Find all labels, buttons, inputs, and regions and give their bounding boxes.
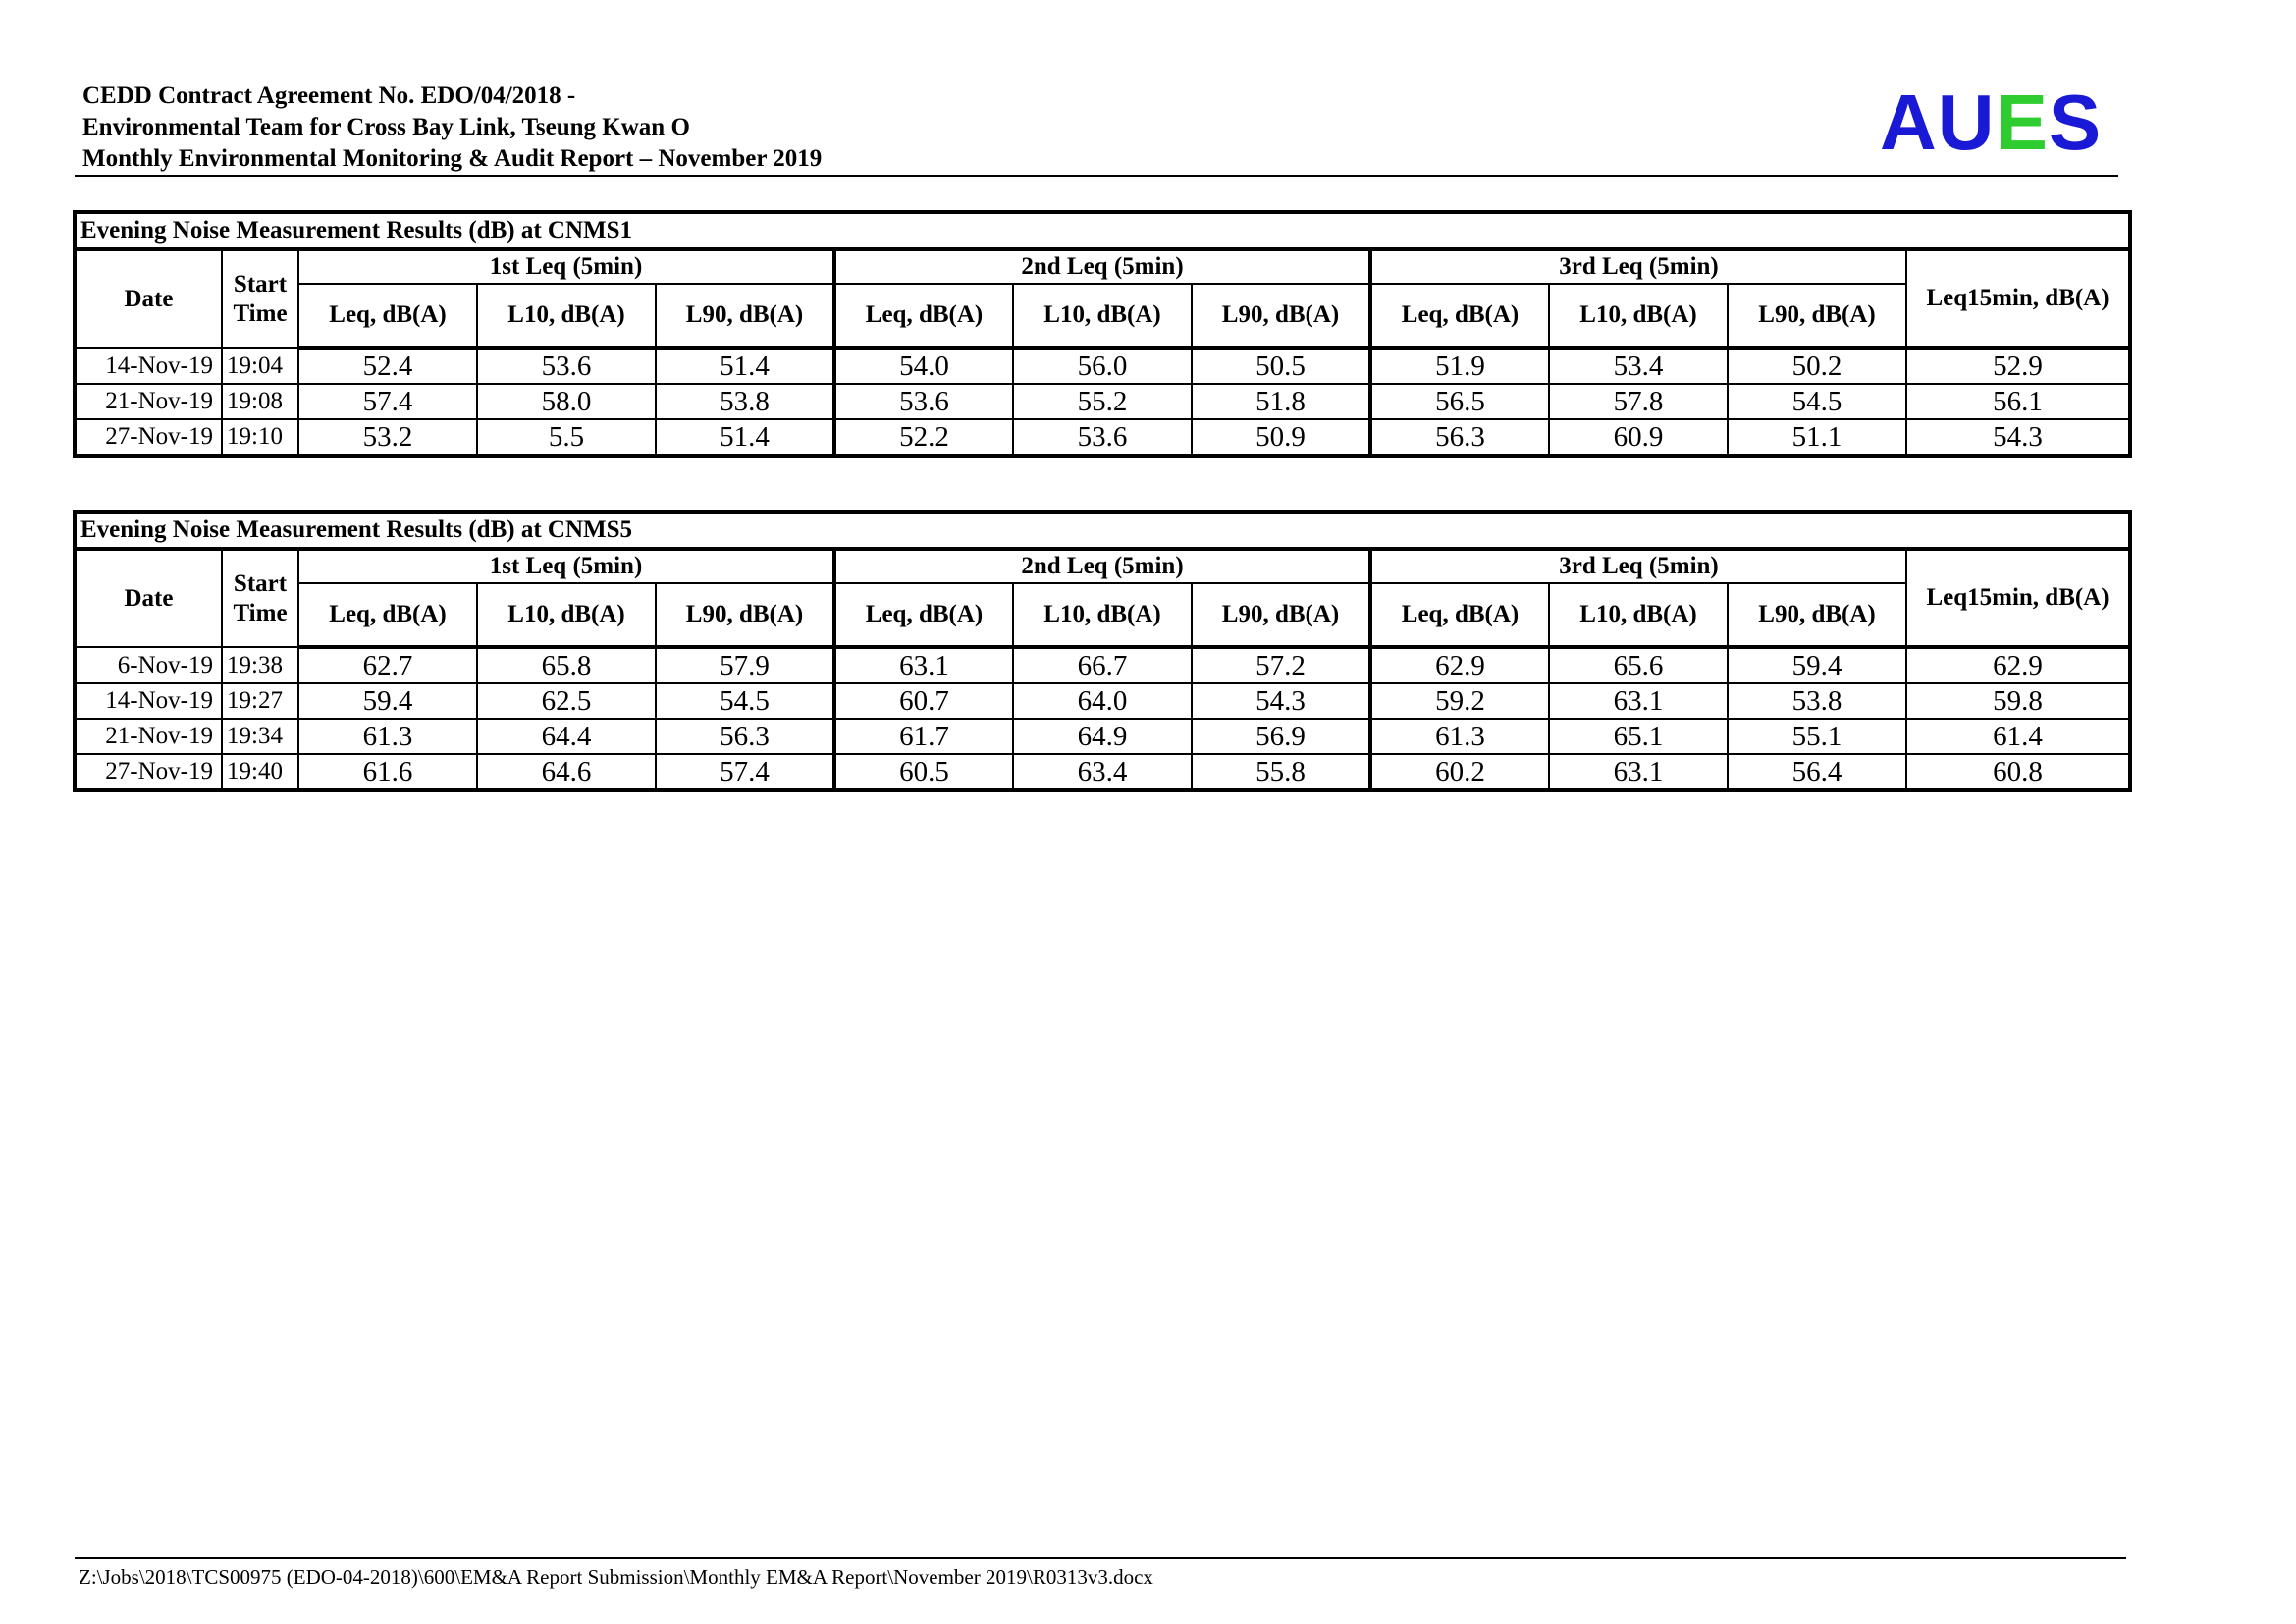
- value-cell: 64.4: [477, 719, 656, 754]
- column-group-1st-leq: 1st Leq (5min): [298, 249, 834, 284]
- column-group-2nd-leq: 2nd Leq (5min): [834, 549, 1370, 583]
- value-cell: 53.6: [1013, 419, 1192, 456]
- column-header-date: Date: [75, 549, 222, 647]
- leq15min-cell: 56.1: [1906, 384, 2130, 419]
- value-cell: 61.6: [298, 754, 477, 790]
- table-row: [75, 384, 2130, 419]
- value-cell: 66.7: [1013, 647, 1192, 683]
- value-cell: 50.5: [1192, 348, 1370, 384]
- header-contract-line: CEDD Contract Agreement No. EDO/04/2018 -: [82, 82, 576, 109]
- value-cell: 51.9: [1370, 348, 1549, 384]
- column-header-l90: L90, dB(A): [1192, 284, 1370, 348]
- value-cell: 62.5: [477, 683, 656, 719]
- value-cell: 57.4: [298, 384, 477, 419]
- value-cell: 53.4: [1549, 348, 1728, 384]
- column-header-l10: L10, dB(A): [477, 284, 656, 348]
- start-time-cell: 19:34: [222, 719, 298, 754]
- column-header-l90: L90, dB(A): [1728, 284, 1906, 348]
- date-cell: 14-Nov-19: [75, 683, 222, 719]
- value-cell: 51.1: [1728, 419, 1906, 456]
- footer-file-path: Z:\Jobs\2018\TCS00975 (EDO-04-2018)\600\EM&A Report Submission\Monthly EM&A Report\November 2019\R0313v3.docx: [79, 1565, 1153, 1589]
- value-cell: 52.4: [298, 348, 477, 384]
- value-cell: 60.7: [834, 683, 1013, 719]
- value-cell: 65.8: [477, 647, 656, 683]
- value-cell: 62.9: [1370, 647, 1549, 683]
- value-cell: 56.3: [656, 719, 834, 754]
- start-time-cell: 19:27: [222, 683, 298, 719]
- value-cell: 56.5: [1370, 384, 1549, 419]
- table-row: [75, 754, 2130, 790]
- column-header-l90: L90, dB(A): [1192, 583, 1370, 647]
- column-header-leq: Leq, dB(A): [834, 583, 1013, 647]
- value-cell: 65.1: [1549, 719, 1728, 754]
- value-cell: 55.1: [1728, 719, 1906, 754]
- value-cell: 63.1: [1549, 754, 1728, 790]
- column-header-leq: Leq, dB(A): [834, 284, 1013, 348]
- value-cell: 53.8: [1728, 683, 1906, 719]
- noise-table-cnms5: [73, 510, 2132, 792]
- date-cell: 6-Nov-19: [75, 647, 222, 683]
- column-header-leq15min: Leq15min, dB(A): [1906, 549, 2130, 647]
- table-row: [75, 647, 2130, 683]
- noise-table-cnms1: [73, 210, 2132, 458]
- start-time-cell: 19:10: [222, 419, 298, 456]
- column-header-leq15min: Leq15min, dB(A): [1906, 249, 2130, 348]
- column-header-leq: Leq, dB(A): [298, 583, 477, 647]
- value-cell: 64.0: [1013, 683, 1192, 719]
- value-cell: 63.4: [1013, 754, 1192, 790]
- value-cell: 64.6: [477, 754, 656, 790]
- column-group-3rd-leq: 3rd Leq (5min): [1370, 549, 1906, 583]
- leq15min-cell: 60.8: [1906, 754, 2130, 790]
- leq15min-cell: 54.3: [1906, 419, 2130, 456]
- start-time-cell: 19:40: [222, 754, 298, 790]
- value-cell: 57.2: [1192, 647, 1370, 683]
- value-cell: 51.8: [1192, 384, 1370, 419]
- value-cell: 60.2: [1370, 754, 1549, 790]
- start-time-cell: 19:08: [222, 384, 298, 419]
- leq15min-cell: 59.8: [1906, 683, 2130, 719]
- table-title: Evening Noise Measurement Results (dB) at CNMS1: [75, 212, 2130, 249]
- column-header-leq: Leq, dB(A): [298, 284, 477, 348]
- date-cell: 27-Nov-19: [75, 419, 222, 456]
- column-header-l10: L10, dB(A): [477, 583, 656, 647]
- value-cell: 54.0: [834, 348, 1013, 384]
- footer-divider: [75, 1557, 2126, 1559]
- column-header-leq: Leq, dB(A): [1370, 284, 1549, 348]
- value-cell: 57.9: [656, 647, 834, 683]
- value-cell: 53.2: [298, 419, 477, 456]
- column-header-l10: L10, dB(A): [1549, 583, 1728, 647]
- start-time-cell: 19:04: [222, 348, 298, 384]
- value-cell: 54.5: [656, 683, 834, 719]
- header-report-line: Monthly Environmental Monitoring & Audit Report – November 2019: [82, 145, 823, 172]
- value-cell: 50.9: [1192, 419, 1370, 456]
- value-cell: 54.3: [1192, 683, 1370, 719]
- aues-logo: AUES: [1880, 79, 2103, 166]
- value-cell: 60.9: [1549, 419, 1728, 456]
- value-cell: 59.4: [1728, 647, 1906, 683]
- start-time-cell: 19:38: [222, 647, 298, 683]
- value-cell: 50.2: [1728, 348, 1906, 384]
- column-header-date: Date: [75, 249, 222, 348]
- column-header-leq: Leq, dB(A): [1370, 583, 1549, 647]
- value-cell: 55.8: [1192, 754, 1370, 790]
- value-cell: 60.5: [834, 754, 1013, 790]
- value-cell: 53.8: [656, 384, 834, 419]
- table-row: [75, 419, 2130, 456]
- value-cell: 64.9: [1013, 719, 1192, 754]
- value-cell: 56.9: [1192, 719, 1370, 754]
- leq15min-cell: 52.9: [1906, 348, 2130, 384]
- leq15min-cell: 62.9: [1906, 647, 2130, 683]
- column-group-3rd-leq: 3rd Leq (5min): [1370, 249, 1906, 284]
- column-header-l10: L10, dB(A): [1013, 583, 1192, 647]
- table-row: [75, 348, 2130, 384]
- column-header-l90: L90, dB(A): [1728, 583, 1906, 647]
- value-cell: 61.3: [1370, 719, 1549, 754]
- date-cell: 21-Nov-19: [75, 384, 222, 419]
- value-cell: 57.8: [1549, 384, 1728, 419]
- value-cell: 63.1: [834, 647, 1013, 683]
- value-cell: 51.4: [656, 348, 834, 384]
- column-group-2nd-leq: 2nd Leq (5min): [834, 249, 1370, 284]
- value-cell: 62.7: [298, 647, 477, 683]
- value-cell: 53.6: [834, 384, 1013, 419]
- value-cell: 51.4: [656, 419, 834, 456]
- value-cell: 56.4: [1728, 754, 1906, 790]
- column-header-l10: L10, dB(A): [1549, 284, 1728, 348]
- column-header-l90: L90, dB(A): [656, 583, 834, 647]
- value-cell: 56.0: [1013, 348, 1192, 384]
- date-cell: 14-Nov-19: [75, 348, 222, 384]
- column-header-start-time: Start Time: [222, 249, 298, 348]
- column-header-l90: L90, dB(A): [656, 284, 834, 348]
- value-cell: 55.2: [1013, 384, 1192, 419]
- value-cell: 56.3: [1370, 419, 1549, 456]
- column-group-1st-leq: 1st Leq (5min): [298, 549, 834, 583]
- value-cell: 59.4: [298, 683, 477, 719]
- value-cell: 59.2: [1370, 683, 1549, 719]
- table-row: [75, 719, 2130, 754]
- value-cell: 65.6: [1549, 647, 1728, 683]
- value-cell: 63.1: [1549, 683, 1728, 719]
- value-cell: 52.2: [834, 419, 1013, 456]
- date-cell: 27-Nov-19: [75, 754, 222, 790]
- value-cell: 53.6: [477, 348, 656, 384]
- value-cell: 57.4: [656, 754, 834, 790]
- header-team-line: Environmental Team for Cross Bay Link, Tseung Kwan O: [82, 114, 690, 140]
- table-row: [75, 683, 2130, 719]
- table-title: Evening Noise Measurement Results (dB) at CNMS5: [75, 512, 2130, 549]
- date-cell: 21-Nov-19: [75, 719, 222, 754]
- value-cell: 5.5: [477, 419, 656, 456]
- column-header-l10: L10, dB(A): [1013, 284, 1192, 348]
- report-header: [82, 81, 822, 175]
- value-cell: 58.0: [477, 384, 656, 419]
- value-cell: 61.3: [298, 719, 477, 754]
- column-header-start-time: Start Time: [222, 549, 298, 647]
- value-cell: 54.5: [1728, 384, 1906, 419]
- header-divider: [75, 175, 2118, 177]
- value-cell: 61.7: [834, 719, 1013, 754]
- leq15min-cell: 61.4: [1906, 719, 2130, 754]
